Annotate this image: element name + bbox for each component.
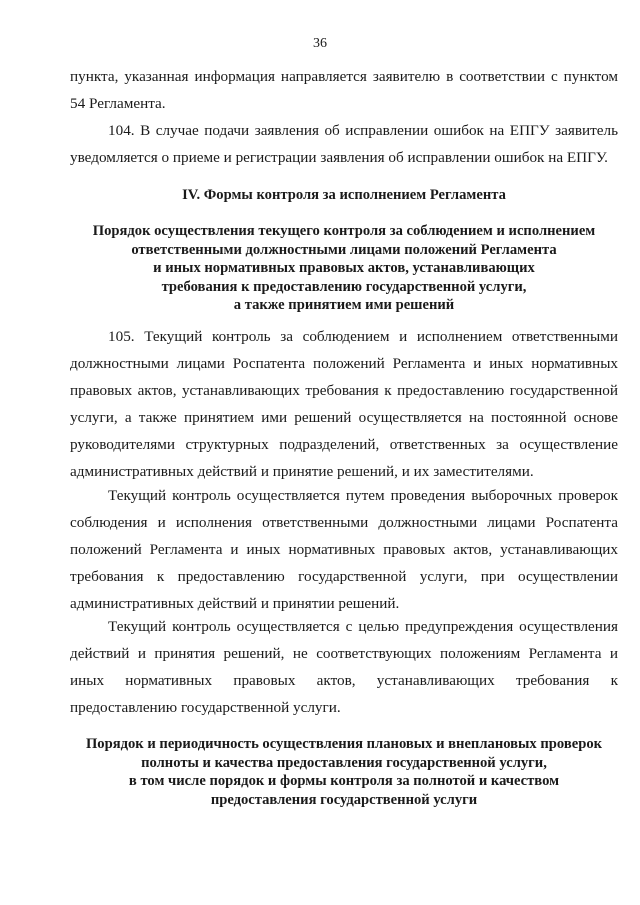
subheading-line: Порядок осуществления текущего контроля за соблюдением и исполнением: [92, 223, 596, 239]
paragraph-current-control-1: Текущий контроль осуществляется путем проведения выборочных проверок соблюдения и исполнения ответственными должностными лицами Роспатента положений Регламента и иных нормативных правовых актов, устанавливающих требования к предоставлению государственной услуги, при осуществлении административных действий и принятии решений.: [70, 487, 618, 612]
paragraph-105: 105. Текущий контроль за соблюдением и исполнением ответственными должностными лицами Роспатента положений Регламента и иных нормативных правовых актов, устанавливающих требования к предоставлению государственной услуги, а также принятием ими решений осуществляется на постоянной основе руководителями структурных подразделений, ответственных за осуществление административных действий и принятие решений, и их заместителями.: [70, 328, 618, 480]
subheading-inspections: [70, 735, 618, 809]
paragraph-current-control-2: Текущий контроль осуществляется с целью предупреждения осуществления действий и принятия решений, не соответствующих положениям Регламента и иных нормативных правовых актов, устанавливающих требования к предоставлению государственной услуги.: [70, 618, 618, 716]
paragraph-continuation: пункта, указанная информация направляется заявителю в соответствии с пунктом 54 Регламента.: [70, 68, 618, 112]
section-title: IV. Формы контроля за исполнением Регламента: [182, 187, 506, 203]
subheading-line: требования к предоставлению государственной услуги,: [161, 278, 527, 295]
subheading-line: полноты и качества предоставления государственной услуги,: [141, 754, 547, 771]
page-number: 36: [313, 36, 327, 51]
subheading-line: ответственными должностными лицами положений Регламента: [131, 241, 557, 258]
subheading-line: Порядок и периодичность осуществления плановых и внеплановых проверок: [85, 736, 603, 752]
subheading-line: а также принятием ими решений: [233, 297, 455, 313]
subheading-line: в том числе порядок и формы контроля за полнотой и качеством: [128, 773, 560, 789]
subheading-line: предоставления государственной услуги: [210, 791, 478, 808]
paragraph-104: 104. В случае подачи заявления об исправлении ошибок на ЕПГУ заявитель уведомляется о приеме и регистрации заявления об исправлении ошибок на ЕПГУ.: [70, 122, 618, 166]
subheading-current-control: [70, 222, 618, 315]
subheading-line: и иных нормативных правовых актов, устанавливающих: [153, 260, 535, 276]
